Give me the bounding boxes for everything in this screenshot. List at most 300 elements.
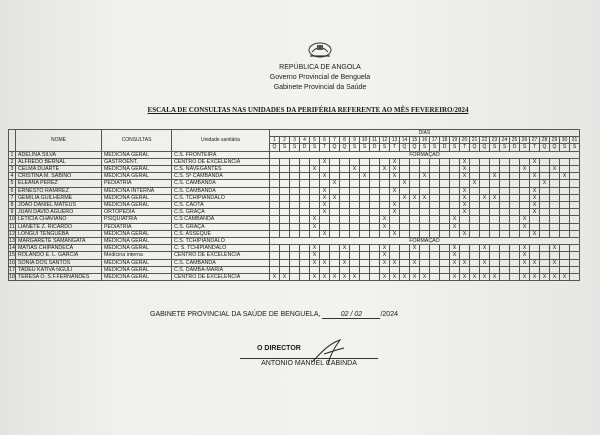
day-cell (330, 223, 340, 230)
employee-name: GEMILIA GUILHERME (16, 194, 102, 201)
day-cell (410, 223, 420, 230)
day-letter: T (320, 144, 330, 151)
day-cell (480, 202, 490, 209)
day-cell (340, 202, 350, 209)
consult-type: GASTROENT. (102, 158, 172, 165)
employee-name: JUAN DAVID AGUERO (16, 209, 102, 216)
day-cell (570, 216, 580, 223)
day-cell (270, 194, 280, 201)
day-cell: X (380, 252, 390, 259)
day-cell (420, 187, 430, 194)
day-cell (420, 223, 430, 230)
day-cell (340, 230, 350, 237)
day-cell (470, 259, 480, 266)
row-index: 15 (9, 252, 15, 259)
day-cell (520, 173, 530, 180)
day-cell (270, 187, 280, 194)
row-index: 11 (9, 223, 15, 230)
day-cell: X (520, 216, 530, 223)
day-cell: X (530, 209, 540, 216)
day-cell (290, 252, 300, 259)
day-cell (510, 230, 520, 237)
day-cell (450, 266, 460, 273)
day-cell: X (420, 274, 430, 281)
day-cell (300, 216, 310, 223)
day-cell (380, 230, 390, 237)
days-header: DIAS (270, 130, 580, 137)
day-cell: X (400, 194, 410, 201)
day-cell (560, 245, 570, 252)
day-cell (330, 252, 340, 259)
day-number: 7 (330, 137, 340, 144)
day-cell: X (560, 173, 570, 180)
day-cell: X (320, 259, 330, 266)
day-cell (540, 245, 550, 252)
day-cell (410, 209, 420, 216)
day-cell: X (310, 259, 320, 266)
day-cell (430, 259, 440, 266)
day-cell (490, 223, 500, 230)
day-cell (370, 266, 380, 273)
day-cell (410, 187, 420, 194)
employee-name: SÓNIA DOS SANTOS (16, 259, 102, 266)
day-cell: X (320, 158, 330, 165)
day-cell: X (320, 209, 330, 216)
day-cell (280, 158, 290, 165)
day-cell (340, 252, 350, 259)
day-cell (550, 216, 560, 223)
day-cell (560, 223, 570, 230)
day-cell (420, 252, 430, 259)
day-cell (460, 216, 470, 223)
day-cell (520, 230, 530, 237)
day-cell (490, 266, 500, 273)
day-cell (470, 245, 480, 252)
day-cell: X (530, 202, 540, 209)
day-cell: X (390, 230, 400, 237)
day-cell (360, 266, 370, 273)
day-cell: X (530, 194, 540, 201)
day-cell (430, 252, 440, 259)
signed-date: 02 / 02 (322, 311, 380, 319)
day-cell: X (320, 274, 330, 281)
day-cell (560, 202, 570, 209)
table-row (9, 223, 580, 230)
day-cell (430, 230, 440, 237)
day-cell (390, 180, 400, 187)
consult-type: ORTOPÉDIA (102, 209, 172, 216)
day-cell: X (400, 274, 410, 281)
day-cell (290, 202, 300, 209)
day-cell (480, 223, 490, 230)
table-row (9, 274, 580, 281)
day-cell (560, 194, 570, 201)
day-cell (510, 173, 520, 180)
day-number: 2 (280, 137, 290, 144)
day-cell (360, 187, 370, 194)
day-cell (400, 158, 410, 165)
day-cell (540, 266, 550, 273)
day-cell (310, 266, 320, 273)
day-cell (470, 173, 480, 180)
document-title: ESCALA DE CONSULTAS NAS UNIDADES DA PERIFÉRIA REFERENTE AO MÊS FEVEREIRO/2024 (147, 106, 469, 114)
day-cell (280, 245, 290, 252)
day-cell (500, 259, 510, 266)
day-cell (470, 223, 480, 230)
table-row (9, 180, 580, 187)
health-unit: C.S. GRAÇA (172, 209, 270, 216)
day-cell (500, 187, 510, 194)
day-cell: X (340, 245, 350, 252)
table-row (9, 187, 580, 194)
day-cell (270, 230, 280, 237)
day-cell (500, 216, 510, 223)
day-cell: X (320, 230, 330, 237)
health-unit: C.S. CAMBANDA (172, 187, 270, 194)
day-number: 17 (430, 137, 440, 144)
row-index: 8 (9, 202, 16, 209)
day-cell (330, 173, 340, 180)
day-cell: X (490, 274, 500, 281)
coat-of-arms-emblem (306, 40, 334, 60)
day-cell (310, 187, 320, 194)
day-cell (300, 259, 310, 266)
day-cell (560, 266, 570, 273)
day-cell (540, 252, 550, 259)
employee-name: LIANETE Z. RICARDO (16, 223, 102, 230)
day-cell (530, 252, 540, 259)
day-cell (420, 245, 430, 252)
day-cell (470, 216, 480, 223)
day-cell (500, 158, 510, 165)
day-cell (480, 166, 490, 173)
day-cell (540, 194, 550, 201)
day-cell (330, 245, 340, 252)
day-cell (540, 209, 550, 216)
day-cell (370, 216, 380, 223)
day-number: 8 (340, 137, 350, 144)
row-index: 17 (9, 266, 15, 273)
day-cell: X (450, 216, 460, 223)
day-cell (340, 194, 350, 201)
table-row (9, 252, 580, 259)
day-cell (410, 216, 420, 223)
day-cell (510, 252, 520, 259)
day-cell (510, 180, 520, 187)
day-cell: X (390, 187, 400, 194)
employee-name: LETÍCIA CHAVIANO (16, 216, 102, 223)
day-cell (480, 266, 490, 273)
day-cell (460, 223, 470, 230)
day-letter: S (520, 144, 530, 151)
day-cell (520, 158, 530, 165)
day-cell: X (490, 173, 500, 180)
day-cell (500, 209, 510, 216)
day-cell (570, 194, 580, 201)
day-cell: X (410, 259, 420, 266)
row-index: 1 (9, 151, 16, 158)
day-cell: X (340, 274, 350, 281)
day-cell (450, 158, 460, 165)
health-unit: C.S. ASSEQUE (172, 230, 270, 237)
day-cell (360, 245, 370, 252)
day-cell (550, 223, 560, 230)
row-index: 6 (9, 187, 16, 194)
day-cell (330, 230, 340, 237)
day-cell (400, 209, 410, 216)
day-cell (500, 252, 510, 259)
day-cell: X (310, 223, 320, 230)
header-government: Governo Provincial de Benguela (269, 74, 371, 81)
day-letter: S (360, 144, 370, 151)
day-cell (300, 187, 310, 194)
day-cell: X (390, 166, 400, 173)
day-letter: S (280, 144, 290, 151)
day-cell (270, 158, 280, 165)
day-cell: X (410, 194, 420, 201)
day-cell (570, 173, 580, 180)
day-cell (480, 252, 490, 259)
day-cell (470, 230, 480, 237)
day-cell (360, 223, 370, 230)
day-cell (540, 202, 550, 209)
day-cell (480, 158, 490, 165)
health-unit: C.S. Sª CAMBANDA (172, 173, 270, 180)
day-cell (270, 259, 280, 266)
day-cell (350, 202, 360, 209)
day-cell (270, 202, 280, 209)
day-cell (450, 166, 460, 173)
day-cell (570, 166, 580, 173)
header-office: Gabinete Provincial da Saúde (273, 84, 367, 91)
day-cell (430, 173, 440, 180)
day-cell (380, 194, 390, 201)
day-cell (490, 187, 500, 194)
consult-type: MEDICINA GERAL (102, 230, 172, 237)
day-cell (380, 187, 390, 194)
table-row (9, 245, 580, 252)
day-cell (360, 166, 370, 173)
day-cell (300, 230, 310, 237)
employee-name: ADELINA SILVA (16, 151, 102, 158)
day-cell (440, 230, 450, 237)
day-cell (360, 216, 370, 223)
day-cell (540, 173, 550, 180)
day-cell (330, 202, 340, 209)
day-cell (370, 230, 380, 237)
day-cell (370, 158, 380, 165)
day-cell (280, 173, 290, 180)
day-cell (290, 158, 300, 165)
day-cell (290, 274, 300, 281)
day-cell (330, 259, 340, 266)
health-unit: C.S CAMBANDA (172, 216, 270, 223)
table-row (9, 151, 580, 158)
consult-type: PSIQUIATRIA (102, 216, 172, 223)
day-letter: Q (410, 144, 420, 151)
day-number: 9 (350, 137, 360, 144)
day-cell (440, 173, 450, 180)
day-cell: X (480, 194, 490, 201)
day-cell: X (410, 245, 420, 252)
day-cell (310, 158, 320, 165)
day-cell (390, 245, 400, 252)
day-cell (440, 252, 450, 259)
day-cell: X (310, 274, 320, 281)
day-number: 6 (320, 137, 330, 144)
day-cell: X (530, 187, 540, 194)
day-cell: X (420, 194, 430, 201)
day-letter: S (350, 144, 360, 151)
consult-type: MEDICINA GERAL (102, 274, 172, 281)
day-cell (410, 173, 420, 180)
day-cell (510, 216, 520, 223)
day-cell (370, 252, 380, 259)
consult-type: MEDICINA GERAL (102, 202, 172, 209)
day-cell (480, 180, 490, 187)
day-cell: X (520, 274, 530, 281)
day-cell (440, 209, 450, 216)
day-cell (380, 158, 390, 165)
day-cell (370, 173, 380, 180)
day-letter: S (490, 144, 500, 151)
day-cell: X (380, 216, 390, 223)
day-cell (490, 252, 500, 259)
day-cell: X (460, 158, 470, 165)
day-cell (290, 173, 300, 180)
consult-type: MEDICINA GERAL (102, 194, 172, 201)
day-cell: X (340, 259, 350, 266)
day-cell (390, 216, 400, 223)
row-index: 10 (9, 216, 15, 223)
day-cell (510, 223, 520, 230)
day-cell: X (480, 274, 490, 281)
day-cell (360, 202, 370, 209)
day-cell (450, 187, 460, 194)
table-row (9, 173, 580, 180)
day-cell (280, 259, 290, 266)
day-cell: X (460, 202, 470, 209)
day-cell (290, 259, 300, 266)
day-cell (480, 230, 490, 237)
day-cell (320, 245, 330, 252)
day-letter: S (420, 144, 430, 151)
day-cell (430, 194, 440, 201)
day-cell (340, 180, 350, 187)
day-cell (370, 209, 380, 216)
day-cell: X (390, 173, 400, 180)
day-cell (490, 180, 500, 187)
day-cell (520, 209, 530, 216)
day-cell (490, 209, 500, 216)
table-row (9, 266, 580, 273)
health-unit: C.S. FRONTEIRA (172, 151, 270, 158)
day-cell (340, 209, 350, 216)
day-cell (330, 266, 340, 273)
row-index: 4 (9, 173, 16, 180)
day-cell (490, 230, 500, 237)
consult-type: MEDICINA GERAL (102, 166, 172, 173)
day-cell (280, 194, 290, 201)
day-cell (310, 202, 320, 209)
day-cell (400, 230, 410, 237)
day-letter: S (570, 144, 580, 151)
day-cell (320, 266, 330, 273)
day-cell: X (310, 166, 320, 173)
day-cell (540, 158, 550, 165)
employee-name: ELEANA PEREZ (16, 180, 102, 187)
day-cell (420, 158, 430, 165)
day-number: 28 (540, 137, 550, 144)
day-cell: X (480, 245, 490, 252)
day-cell: X (450, 274, 460, 281)
row-index: 16 (9, 259, 15, 266)
day-letter: S (500, 144, 510, 151)
day-cell (490, 216, 500, 223)
day-cell (510, 266, 520, 273)
employee-name: ALFREDO BERNAL (16, 158, 102, 165)
day-cell (290, 266, 300, 273)
day-cell (390, 252, 400, 259)
day-cell (370, 223, 380, 230)
day-cell (420, 202, 430, 209)
day-cell (310, 180, 320, 187)
consult-type: MEDICINA GERAL (102, 245, 172, 252)
day-cell (400, 216, 410, 223)
day-number: 12 (380, 137, 390, 144)
day-cell (480, 187, 490, 194)
table-row (9, 166, 580, 173)
day-cell (340, 187, 350, 194)
row-index: 3 (9, 166, 16, 173)
row-note: FORMAÇÃO (270, 238, 580, 245)
day-cell (370, 187, 380, 194)
day-cell: X (450, 223, 460, 230)
day-cell (380, 266, 390, 273)
day-cell (330, 158, 340, 165)
day-cell (310, 230, 320, 237)
day-cell (300, 274, 310, 281)
date-month: 02 (354, 311, 363, 318)
day-cell (410, 202, 420, 209)
day-cell (550, 266, 560, 273)
day-letter: T (530, 144, 540, 151)
day-number: 27 (530, 137, 540, 144)
day-cell (470, 209, 480, 216)
day-letter: Q (400, 144, 410, 151)
day-cell (490, 158, 500, 165)
day-cell: X (280, 274, 290, 281)
day-cell (430, 223, 440, 230)
day-cell: X (350, 166, 360, 173)
day-cell (500, 173, 510, 180)
day-cell: X (490, 194, 500, 201)
day-cell (290, 187, 300, 194)
health-unit: C.S. CAOTA (172, 202, 270, 209)
day-cell (530, 245, 540, 252)
day-cell: X (520, 259, 530, 266)
day-cell: X (460, 166, 470, 173)
day-cell (300, 209, 310, 216)
day-cell (370, 194, 380, 201)
day-cell (290, 180, 300, 187)
day-cell (570, 252, 580, 259)
day-number: 11 (370, 137, 380, 144)
day-cell (410, 180, 420, 187)
day-cell (380, 173, 390, 180)
day-cell (350, 180, 360, 187)
row-index: 9 (9, 209, 16, 216)
